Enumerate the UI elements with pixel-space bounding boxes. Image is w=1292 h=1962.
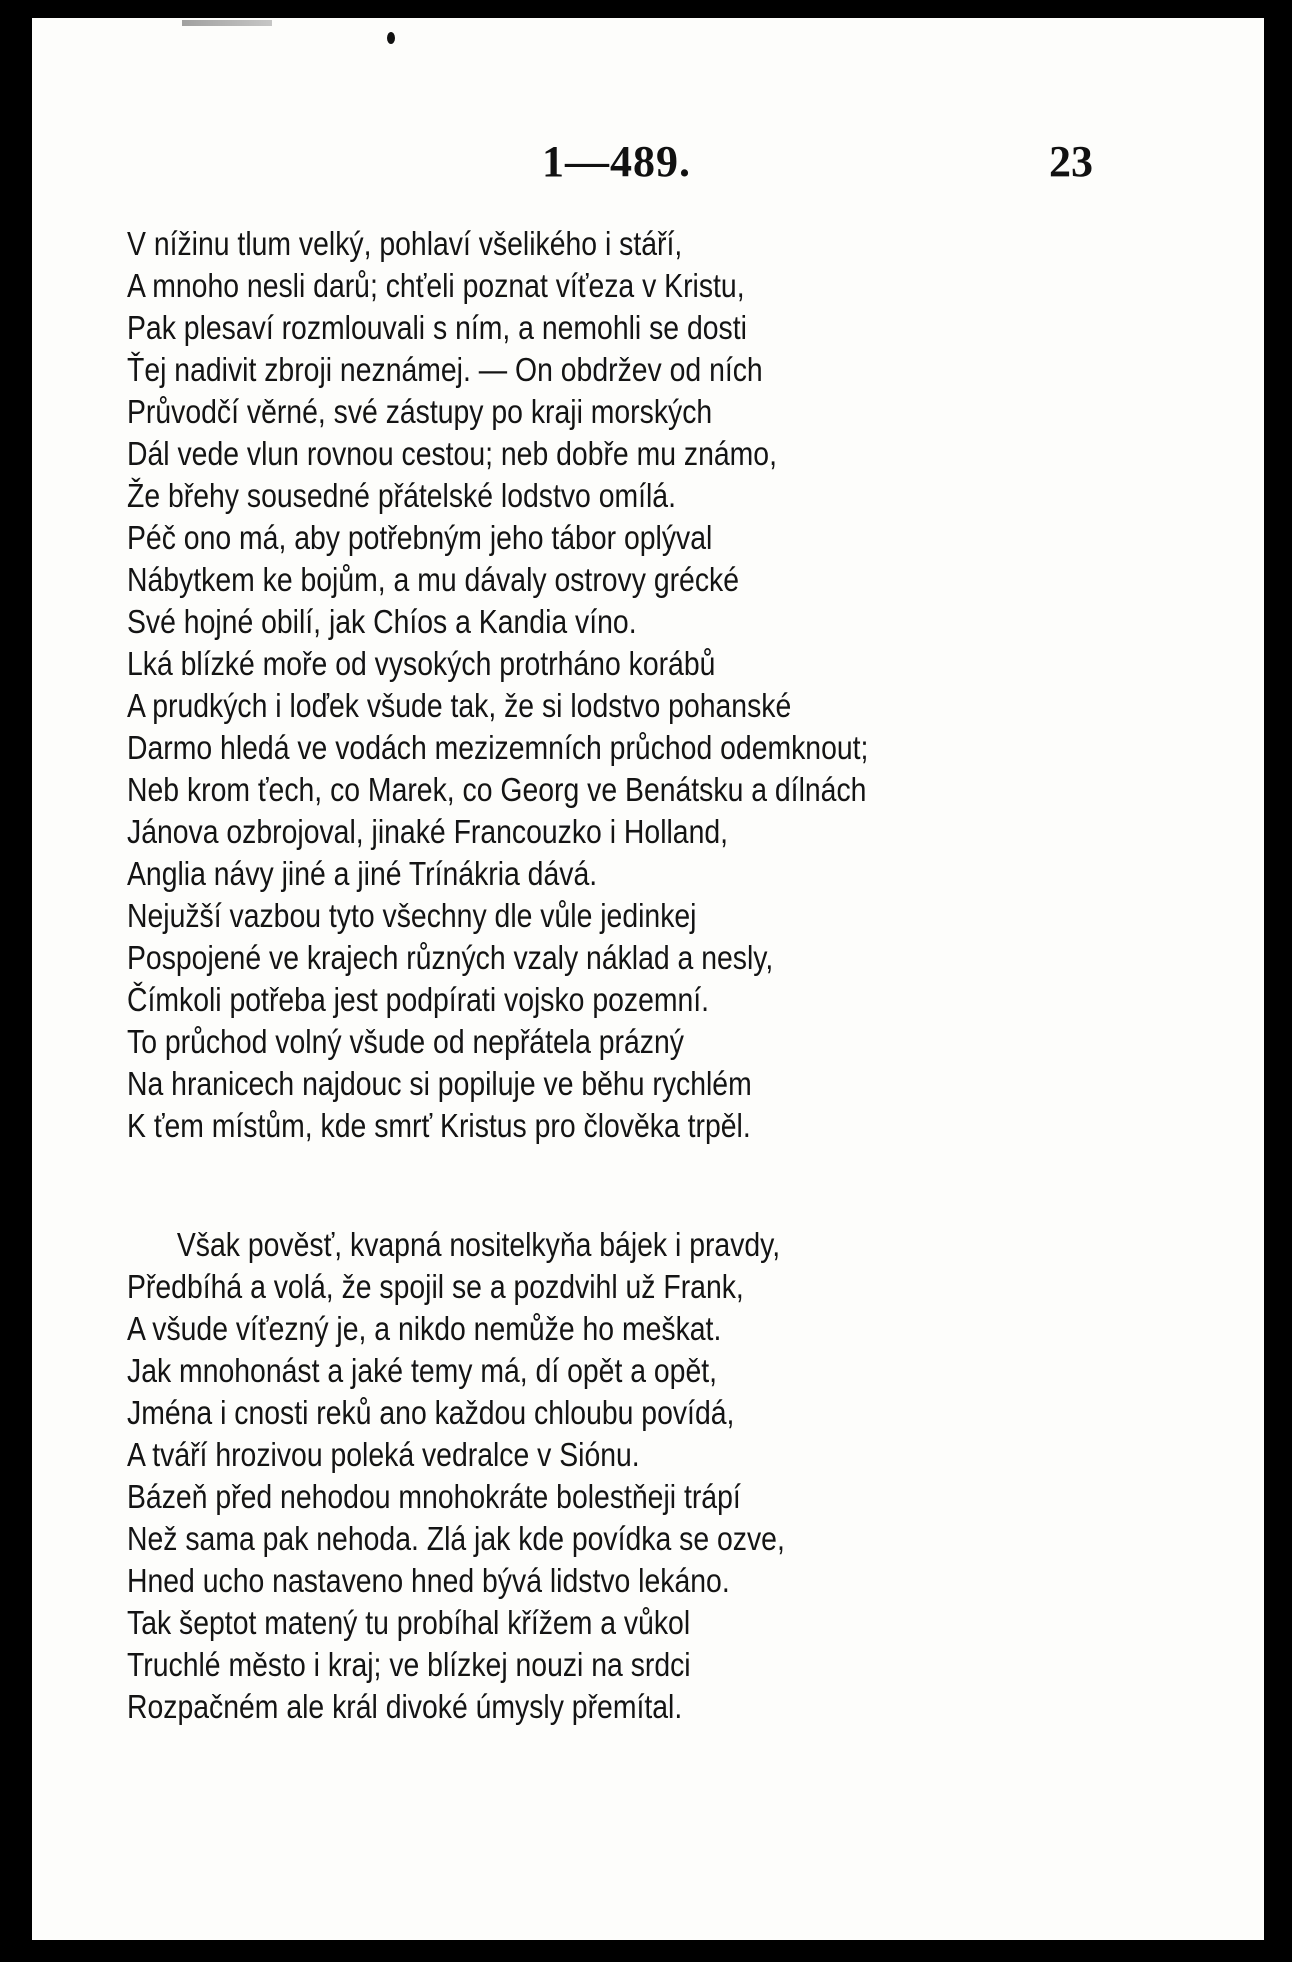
ink-speck xyxy=(387,32,395,44)
verse-line: Rozpačném ale král divoké úmysly přemítal. xyxy=(127,1688,683,1725)
verse-line: Anglia návy jiné a jiné Trínákria dává. xyxy=(127,855,598,892)
stanza-1 xyxy=(127,223,1056,1147)
page-number: 23 xyxy=(1049,137,1093,186)
verse-line: Truchlé město i kraj; ve blízkej nouzi na srdci xyxy=(127,1646,691,1683)
verse-line: Hned ucho nastaveno hned bývá lidstvo lekáno. xyxy=(127,1562,730,1599)
running-header xyxy=(32,136,1264,196)
verse-line: Že břehy sousedné přátelské lodstvo omílá. xyxy=(127,477,676,514)
verse-range: 1—489. xyxy=(542,137,691,186)
verse-line: Pospojené ve krajech různých vzaly náklad a nesly, xyxy=(127,939,774,976)
verse-line: Lká blízké moře od vysokých protrháno korábů xyxy=(127,645,716,682)
verse-line: Čímkoli potřeba jest podpírati vojsko pozemní. xyxy=(127,981,710,1018)
verse-line: Průvodčí věrné, své zástupy po kraji morských xyxy=(127,393,713,430)
verse-line: Péč ono má, aby potřebným jeho tábor oplýval xyxy=(127,519,713,556)
verse-line: Ťej nadivit zbroji neznámej. — On obdržev od ních xyxy=(127,351,763,388)
verse-line: Pak plesaví rozmlouvali s ním, a nemohli se dosti xyxy=(127,309,747,346)
verse-line: Své hojné obilí, jak Chíos a Kandia víno. xyxy=(127,603,637,640)
verse-line: Jména i cnosti reků ano každou chloubu povídá, xyxy=(127,1394,735,1431)
verse-line: Než sama pak nehoda. Zlá jak kde povídka se ozve, xyxy=(127,1520,785,1557)
verse-line: Na hranicech najdouc si popiluje ve běhu rychlém xyxy=(127,1065,752,1102)
verse-line: Jak mnohonást a jaké temy má, dí opět a opět, xyxy=(127,1352,718,1389)
verse-line: Jánova ozbrojoval, jinaké Francouzko i Holland, xyxy=(127,813,729,850)
verse-line: To průchod volný všude od nepřátela prázný xyxy=(127,1023,684,1060)
stanza-2 xyxy=(127,1224,1056,1728)
verse-line: Však pověsť, kvapná nositelkyňa bájek i pravdy, xyxy=(176,1226,781,1263)
verse-line: Neb krom ťech, co Marek, co Georg ve Benátsku a dílnách xyxy=(127,771,867,808)
verse-line: Nábytkem ke bojům, a mu dávaly ostrovy grécké xyxy=(127,561,740,598)
verse-line: V nížinu tlum velký, pohlaví všelikého i stáří, xyxy=(127,225,683,262)
verse-line: A tváří hrozivou poleká vedralce v Siónu. xyxy=(127,1436,640,1473)
verse-line: A prudkých i loďek všude tak, že si lodstvo pohanské xyxy=(127,687,792,724)
verse-line: Tak šeptot matený tu probíhal křížem a vůkol xyxy=(127,1604,691,1641)
verse-line: A mnoho nesli darů; chťeli poznat víťeza v Kristu, xyxy=(127,267,745,304)
verse-line: Předbíhá a volá, že spojil se a pozdvihl už Frank, xyxy=(127,1268,744,1305)
verse-line: Dál vede vlun rovnou cestou; neb dobře mu známo, xyxy=(127,435,777,472)
page-edge-mark xyxy=(182,20,272,26)
verse-line: Bázeň před nehodou mnohokráte bolestňeji trápí xyxy=(127,1478,741,1515)
book-page xyxy=(32,18,1264,1940)
verse-line: Darmo hledá ve vodách mezizemních průchod odemknout; xyxy=(127,729,869,766)
verse-line: A všude víťezný je, a nikdo nemůže ho meškat. xyxy=(127,1310,722,1347)
verse-line: K ťem místům, kde smrť Kristus pro člověka trpěl. xyxy=(127,1107,751,1144)
verse-line: Nejužší vazbou tyto všechny dle vůle jedinkej xyxy=(127,897,697,934)
